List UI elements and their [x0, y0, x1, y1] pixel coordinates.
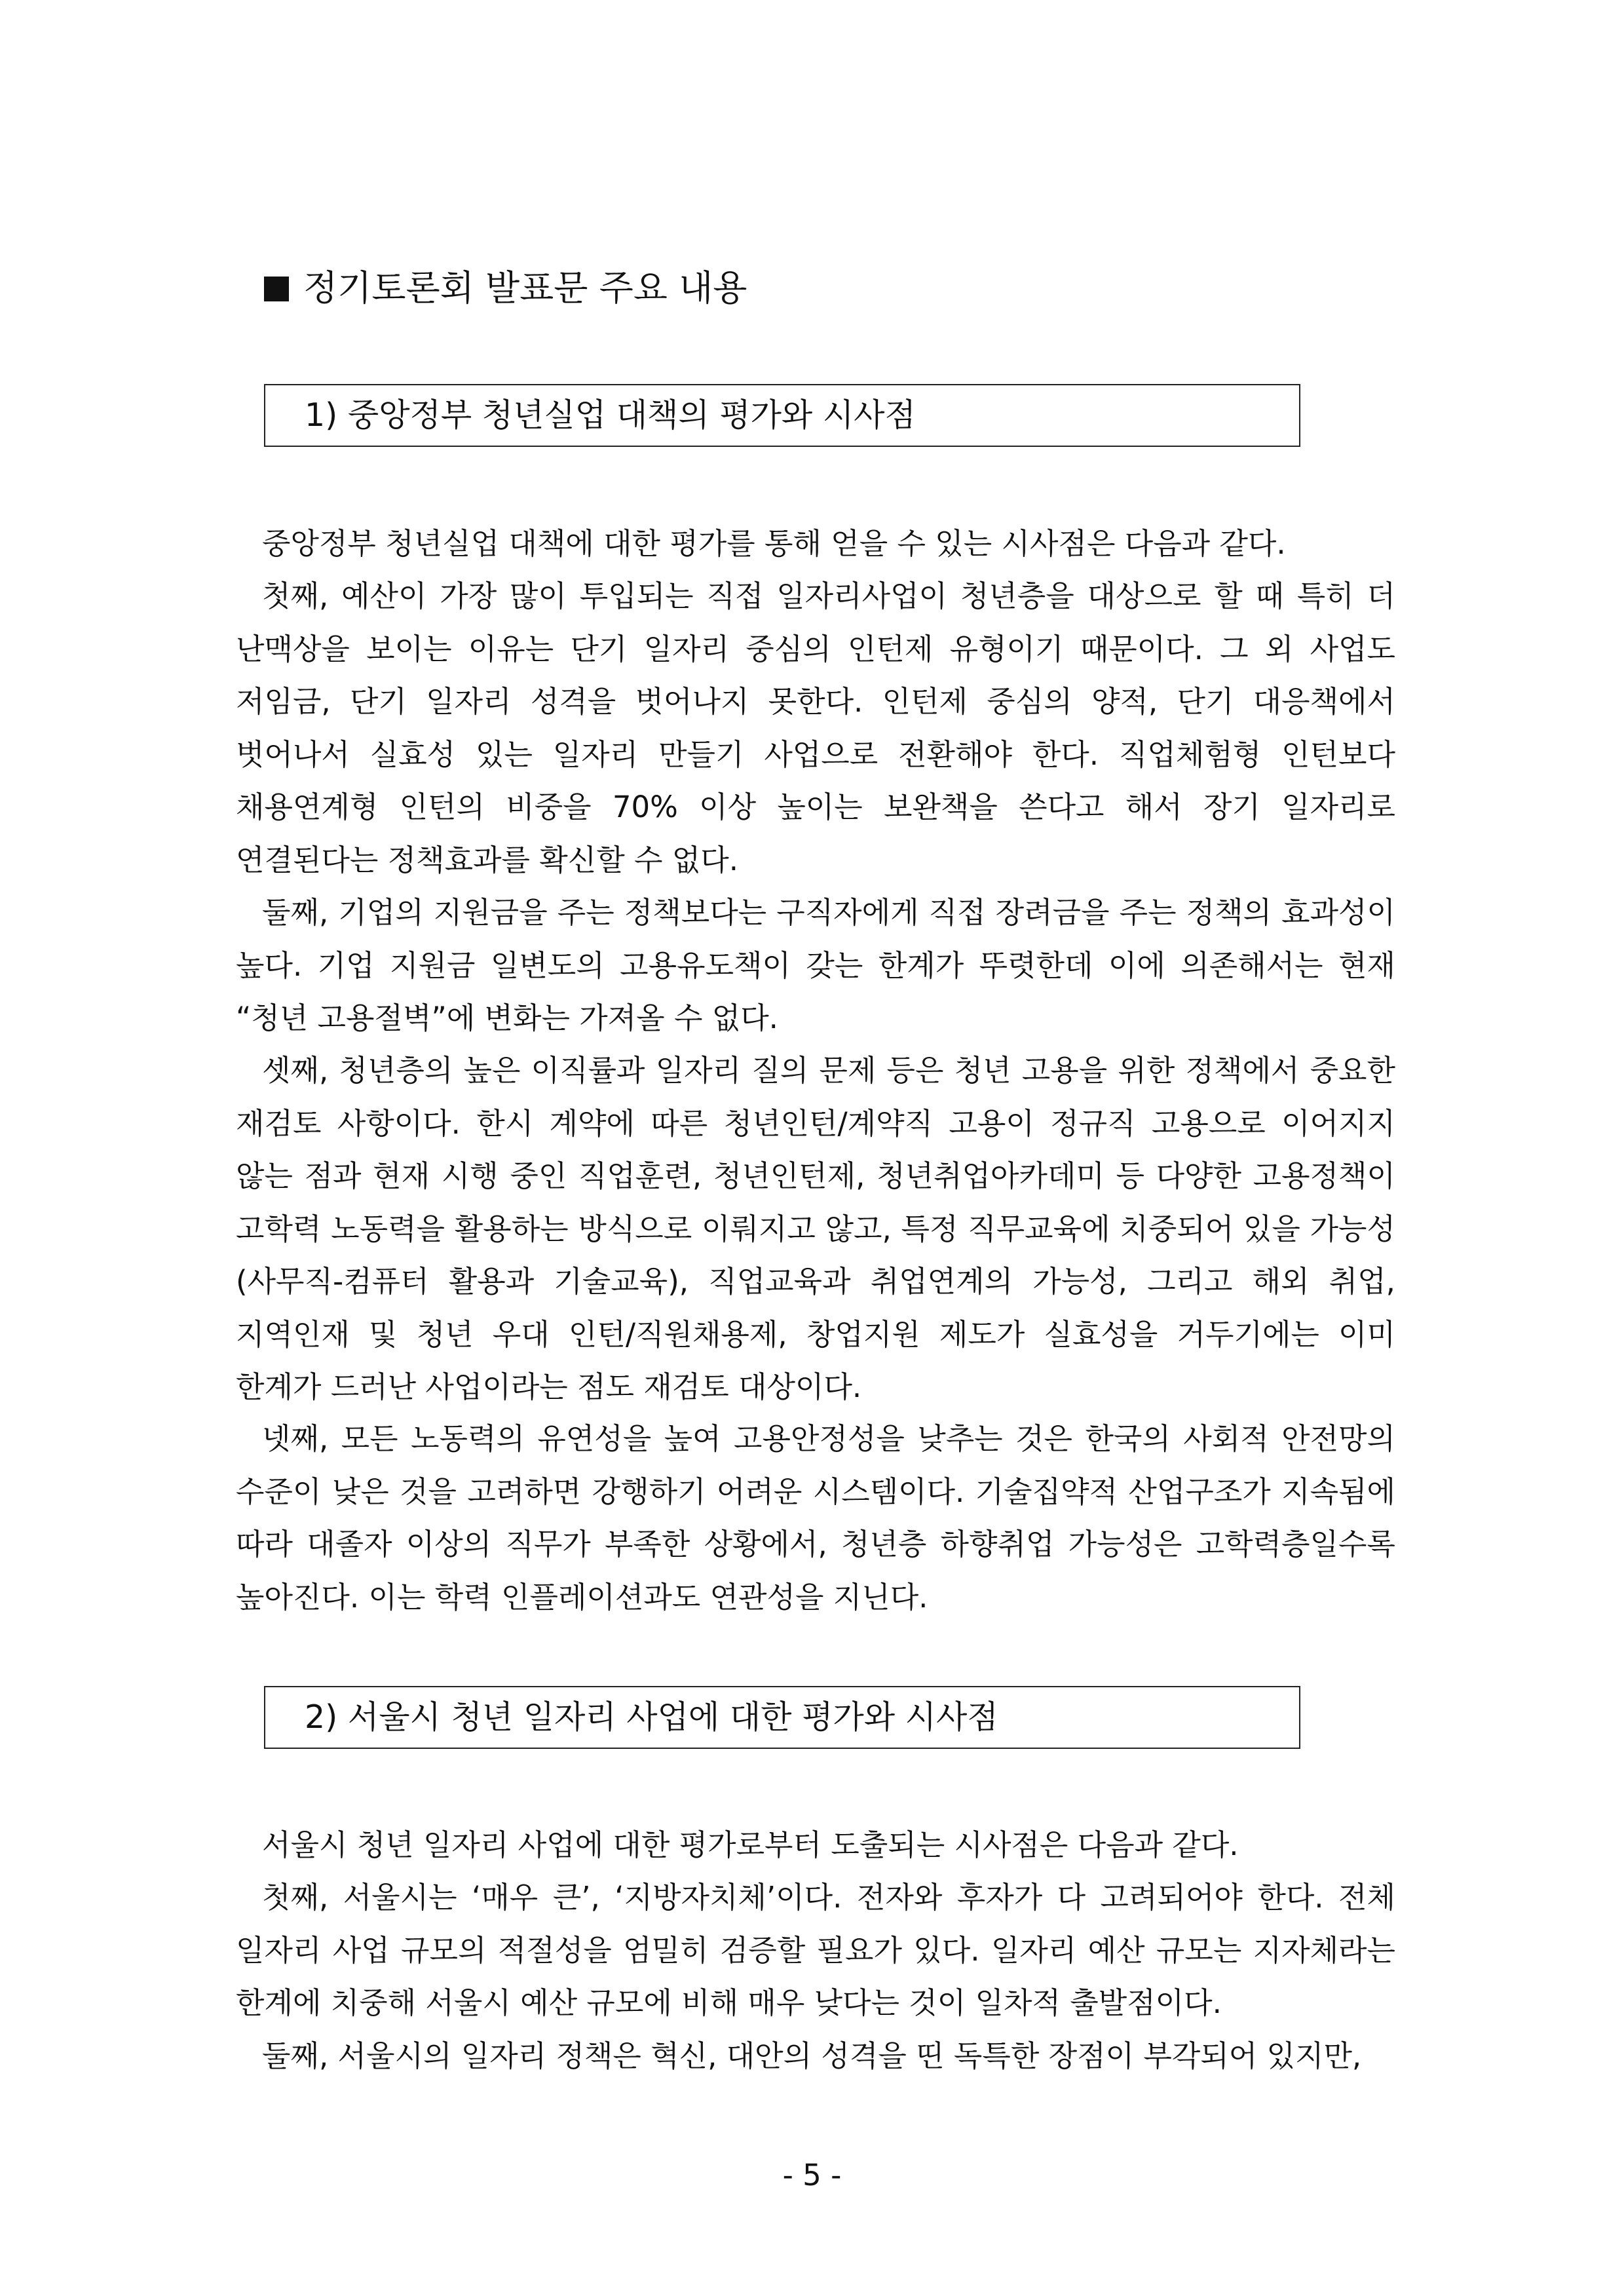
section1-paragraph-3: 셋째, 청년층의 높은 이직률과 일자리 질의 문제 등은 청년 고용을 위한 정책에서 중요한 재검토 사항이다. 한시 계약에 따른 청년인턴/계약직 고용이 정규직 고용으로 이어지지 않는 점과 현재 시행 중인 직업훈련, 청년인턴제, 청년취업아카데미 등 다양한 고용정책이 고학력 노동력을 활용하는 방식으로 이뤄지고 않고, 특정 직무교육에 치중되어 있을 가능성(사무직-컴퓨터 활용과 기술교육), 직업교육과 취업연계의 가능성, 그리고 해외 취업, 지역인재 및 청년 우대 인턴/직원채용제, 창업지원 제도가 실효성을 거두기에는 이미 한계가 드러난 사업이라는 점도 재검토 대상이다.	[236, 1053, 1395, 1404]
section1-paragraph-4: 넷째, 모든 노동력의 유연성을 높여 고용안정성을 낮추는 것은 한국의 사회적 안전망의 수준이 낮은 것을 고려하면 강행하기 어려운 시스템이다. 기술집약적 산업구조가 지속됨에 따라 대졸자 이상의 직무가 부족한 상황에서, 청년층 하향취업 가능성은 고학력층일수록 높아진다. 이는 학력 인플레이션과도 연관성을 지닌다.	[236, 1421, 1395, 1615]
section-heading	[264, 265, 747, 311]
section2-intro: 서울시 청년 일자리 사업에 대한 평가로부터 도출되는 시사점은 다음과 같다.	[262, 1827, 1239, 1862]
subsection-title-box-1	[264, 384, 1300, 447]
subsection-title-1: 1) 중앙정부 청년실업 대책의 평가와 시사점	[305, 396, 916, 434]
square-bullet-icon	[264, 277, 289, 301]
section1-paragraph-1: 첫째, 예산이 가장 많이 투입되는 직접 일자리사업이 청년층을 대상으로 할 때 특히 더 난맥상을 보이는 이유는 단기 일자리 중심의 인턴제 유형이기 때문이다. 그 외 사업도 저임금, 단기 일자리 성격을 벗어나지 못한다. 인턴제 중심의 양적, 단기 대응책에서 벗어나서 실효성 있는 일자리 만들기 사업으로 전환해야 한다. 직업체험형 인턴보다 채용연계형 인턴의 비중을 70% 이상 높이는 보완책을 쓴다고 해서 장기 일자리로 연결된다는 정책효과를 확신할 수 없다.	[236, 579, 1395, 877]
section1-intro: 중앙정부 청년실업 대책에 대한 평가를 통해 얻을 수 있는 시사점은 다음과 같다.	[262, 526, 1286, 561]
section1-paragraph-2: 둘째, 기업의 지원금을 주는 정책보다는 구직자에게 직접 장려금을 주는 정책의 효과성이 높다. 기업 지원금 일변도의 고용유도책이 갖는 한계가 뚜렷한데 이에 의존해서는 현재 “청년 고용절벽”에 변화는 가져올 수 없다.	[236, 895, 1395, 1035]
page-number: - 5 -	[782, 2158, 842, 2192]
subsection-title-box-2	[264, 1686, 1300, 1749]
section2-paragraph-1: 첫째, 서울시는 ‘매우 큰’, ‘지방자치체’이다. 전자와 후자가 다 고려되어야 한다. 전체 일자리 사업 규모의 적절성을 엄밀히 검증할 필요가 있다. 일자리 예산 규모는 지자체라는 한계에 치중해 서울시 예산 규모에 비해 매우 낮다는 것이 일차적 출발점이다.	[236, 1880, 1395, 2020]
subsection-title-2: 2) 서울시 청년 일자리 사업에 대한 평가와 시사점	[305, 1698, 998, 1736]
section2-paragraph-2: 둘째, 서울시의 일자리 정책은 혁신, 대안의 성격을 띤 독특한 장점이 부각되어 있지만,	[262, 2038, 1362, 2073]
section-heading-text: 정기토론회 발표문 주요 내용	[303, 267, 747, 309]
